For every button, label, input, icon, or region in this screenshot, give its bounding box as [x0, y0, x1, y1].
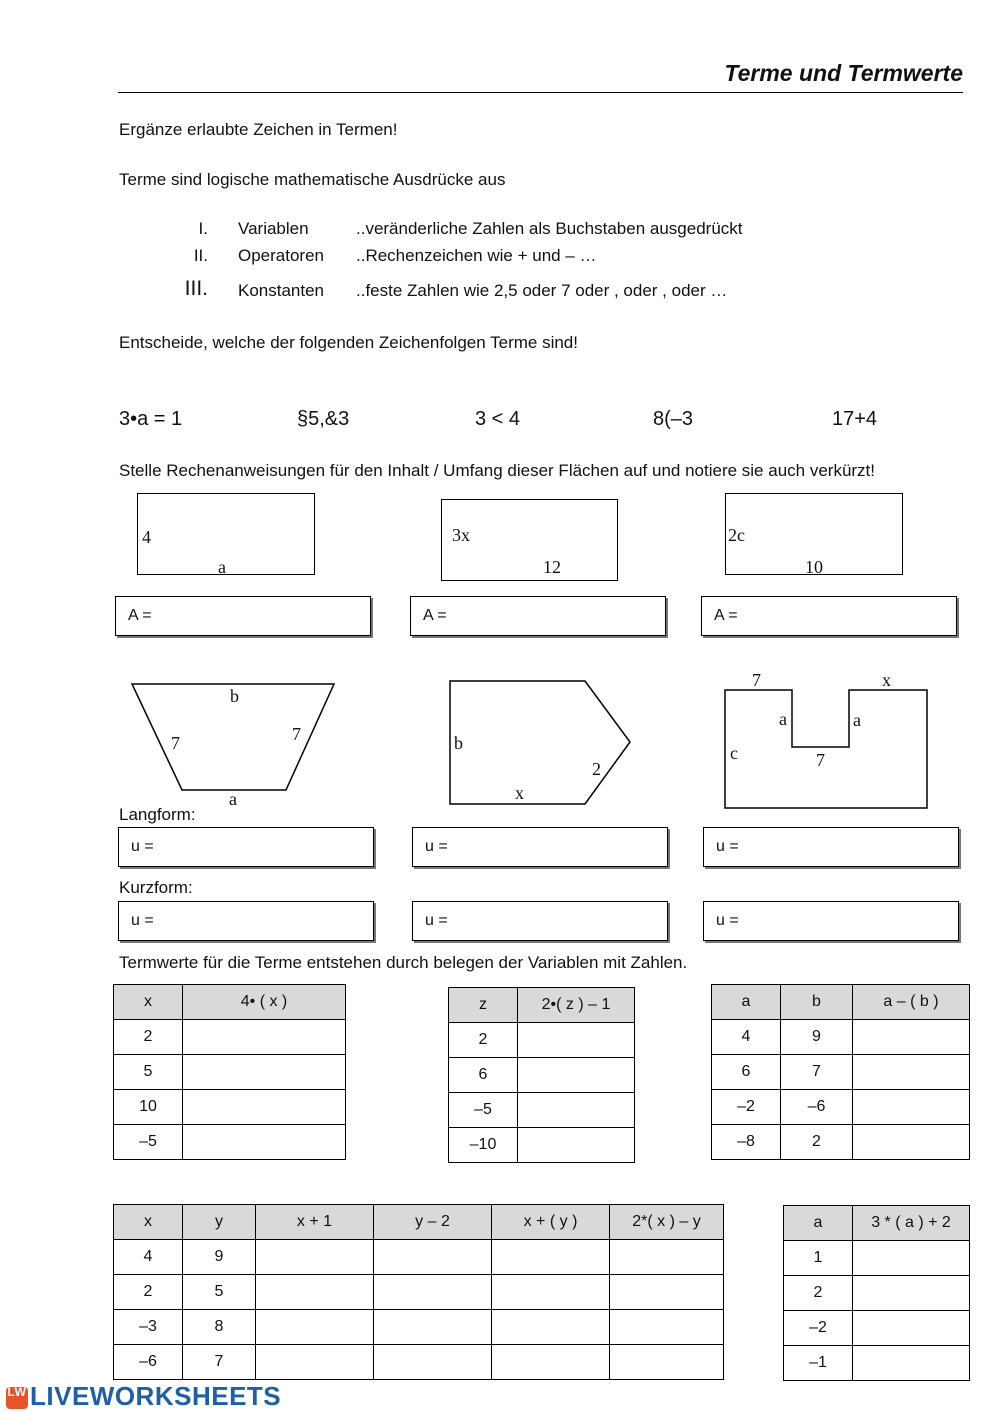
table-row: [712, 1055, 970, 1090]
answer-cell[interactable]: [610, 1240, 724, 1275]
answer-cell[interactable]: [853, 1346, 970, 1381]
answer-cell[interactable]: [853, 1311, 970, 1346]
table-header: y – 2: [374, 1205, 492, 1240]
answer-cell[interactable]: [183, 1055, 346, 1090]
table-header: 3 * ( a ) + 2: [853, 1206, 970, 1241]
ushape-inner-right-label: a: [853, 710, 861, 730]
table-cell: –6: [114, 1345, 183, 1380]
instruction-text: Ergänze erlaubte Zeichen in Termen!: [119, 120, 398, 139]
table-header: x + ( y ): [492, 1205, 610, 1240]
table-cell: 1: [784, 1241, 853, 1276]
answer-cell[interactable]: [518, 1093, 635, 1128]
answer-cell[interactable]: [853, 1020, 970, 1055]
answer-cell[interactable]: [518, 1023, 635, 1058]
list-desc: ..Rechenzeichen wie + und – …: [356, 246, 597, 265]
answer-cell[interactable]: [518, 1128, 635, 1163]
list-number: III.: [184, 277, 208, 300]
perimeter-short-field-1[interactable]: u =: [118, 901, 374, 941]
page-title: Terme und Termwerte: [724, 60, 963, 86]
table-cell: 7: [781, 1055, 853, 1090]
values-instruction: Termwerte für die Terme entstehen durch belegen der Variablen mit Zahlen.: [119, 953, 688, 972]
table-row: [114, 1275, 724, 1310]
answer-cell[interactable]: [183, 1020, 346, 1055]
table-row: [114, 1345, 724, 1380]
area-answer-field-1[interactable]: A =: [115, 596, 371, 636]
area-answer-field-2[interactable]: A =: [410, 596, 666, 636]
u-shape: [725, 690, 927, 808]
answer-cell[interactable]: [374, 1275, 492, 1310]
table-row: [712, 1125, 970, 1160]
table-cell: 6: [449, 1058, 518, 1093]
table-row: [449, 1128, 635, 1163]
list-desc: ..veränderliche Zahlen als Buchstaben ausgedrückt: [356, 219, 743, 238]
pentagon-slant-label: 2: [592, 759, 601, 779]
table-header: 2•( z ) – 1: [518, 988, 635, 1023]
pentagon-bottom-label: x: [515, 783, 524, 803]
table-cell: –3: [114, 1310, 183, 1345]
pentagon-left-label: b: [454, 733, 463, 753]
table-cell: –8: [712, 1125, 781, 1160]
table-row: [784, 1241, 970, 1276]
rect-2-bottom-label: 12: [543, 557, 561, 577]
decide-instruction: Entscheide, welche der folgenden Zeichenfolgen Terme sind!: [119, 333, 578, 352]
answer-cell[interactable]: [492, 1275, 610, 1310]
table-row: [784, 1276, 970, 1311]
table-row: [712, 1090, 970, 1125]
table-cell: 5: [183, 1275, 256, 1310]
table-header: x: [114, 1205, 183, 1240]
table-cell: 6: [712, 1055, 781, 1090]
table-header: a – ( b ): [853, 985, 970, 1020]
answer-cell[interactable]: [853, 1055, 970, 1090]
answer-cell[interactable]: [374, 1310, 492, 1345]
table-header: x + 1: [256, 1205, 374, 1240]
table-row: [114, 1240, 724, 1275]
table-header: b: [781, 985, 853, 1020]
table-cell: –1: [784, 1346, 853, 1381]
rect-1-side-label: 4: [142, 527, 151, 547]
perimeter-long-field-1[interactable]: u =: [118, 827, 374, 867]
table-header: x: [114, 985, 183, 1020]
table-row: [784, 1346, 970, 1381]
table-row: [114, 1020, 346, 1055]
table-cell: 2: [114, 1275, 183, 1310]
perimeter-long-field-3[interactable]: u =: [703, 827, 959, 867]
table-row: [449, 1093, 635, 1128]
table-cell: 2: [784, 1276, 853, 1311]
value-table-5: [783, 1205, 970, 1381]
list-number: I.: [198, 219, 208, 238]
table-cell: –5: [114, 1125, 183, 1160]
rect-1-bottom-label: a: [218, 557, 226, 577]
value-table-1: [113, 984, 346, 1160]
expression: 8(–3: [653, 408, 694, 430]
table-cell: –10: [449, 1128, 518, 1163]
trapezoid-left-label: 7: [171, 733, 180, 753]
expression: §5,&3: [297, 408, 350, 430]
table-cell: 2: [449, 1023, 518, 1058]
answer-cell[interactable]: [610, 1275, 724, 1310]
table-header: y: [183, 1205, 256, 1240]
logo-mark-icon: LW: [6, 1387, 28, 1409]
list-number: II.: [193, 246, 208, 265]
table-cell: 7: [183, 1345, 256, 1380]
trapezoid-bottom-label: a: [229, 789, 237, 809]
answer-cell[interactable]: [518, 1058, 635, 1093]
answer-cell[interactable]: [492, 1345, 610, 1380]
table-row: [449, 1023, 635, 1058]
ushape-inner-left-label: a: [779, 709, 787, 729]
logo-text: LIVEWORKSHEETS: [30, 1381, 282, 1411]
table-cell: –2: [784, 1311, 853, 1346]
value-table-4: [113, 1204, 724, 1380]
expression: 17+4: [832, 408, 878, 430]
ushape-top-right-label: x: [882, 670, 891, 690]
table-cell: 5: [114, 1055, 183, 1090]
table-cell: 4: [114, 1240, 183, 1275]
answer-cell[interactable]: [610, 1345, 724, 1380]
table-row: [114, 1055, 346, 1090]
table-cell: 2: [114, 1020, 183, 1055]
answer-cell[interactable]: [256, 1275, 374, 1310]
answer-cell[interactable]: [853, 1090, 970, 1125]
short-form-label: Kurzform:: [119, 878, 193, 897]
table-header: 2*( x ) – y: [610, 1205, 724, 1240]
list-term: Variablen: [238, 219, 309, 238]
answer-cell[interactable]: [374, 1345, 492, 1380]
lead-text: Terme sind logische mathematische Ausdrücke aus: [119, 170, 506, 189]
table-cell: 8: [183, 1310, 256, 1345]
list-desc: ..feste Zahlen wie 2,5 oder 7 oder , oder , oder …: [356, 281, 728, 300]
table-cell: 10: [114, 1090, 183, 1125]
perimeter-short-field-2[interactable]: u =: [412, 901, 668, 941]
table-header: 4• ( x ): [183, 985, 346, 1020]
expression: 3 < 4: [475, 408, 521, 430]
answer-cell[interactable]: [853, 1125, 970, 1160]
table-cell: –6: [781, 1090, 853, 1125]
table-header: z: [449, 988, 518, 1023]
table-cell: 2: [781, 1125, 853, 1160]
table-cell: –5: [449, 1093, 518, 1128]
table-row: [784, 1311, 970, 1346]
table-header: a: [784, 1206, 853, 1241]
expression: 3•a = 1: [119, 408, 183, 430]
ushape-left-label: c: [730, 743, 738, 763]
answer-cell[interactable]: [374, 1240, 492, 1275]
rect-3-side-label: 2c: [728, 525, 745, 545]
answer-cell[interactable]: [256, 1345, 374, 1380]
value-table-2: [448, 987, 635, 1163]
rect-2-side-label: 3x: [452, 525, 470, 545]
long-form-label: Langform:: [119, 805, 196, 824]
answer-cell[interactable]: [492, 1310, 610, 1345]
ushape-top-left-label: 7: [752, 670, 761, 690]
table-cell: 4: [712, 1020, 781, 1055]
areas-instruction: Stelle Rechenanweisungen für den Inhalt / Umfang dieser Flächen auf und notiere sie auch verkürzt!: [119, 461, 876, 480]
answer-cell[interactable]: [853, 1241, 970, 1276]
table-row: [114, 1125, 346, 1160]
rect-3-bottom-label: 10: [805, 557, 823, 577]
trapezoid-right-label: 7: [292, 724, 301, 744]
answer-cell[interactable]: [610, 1310, 724, 1345]
trapezoid-top-label: b: [230, 686, 239, 706]
answer-cell[interactable]: [492, 1240, 610, 1275]
table-cell: 9: [183, 1240, 256, 1275]
table-row: [712, 1020, 970, 1055]
ushape-inner-bottom-label: 7: [816, 750, 825, 770]
answer-cell[interactable]: [183, 1125, 346, 1160]
area-answer-field-3[interactable]: A =: [701, 596, 957, 636]
table-cell: 9: [781, 1020, 853, 1055]
table-row: [114, 1310, 724, 1345]
table-header: a: [712, 985, 781, 1020]
value-table-3: [711, 984, 970, 1160]
table-cell: –2: [712, 1090, 781, 1125]
perimeter-short-field-3[interactable]: u =: [703, 901, 959, 941]
pentagon-shape: [450, 681, 630, 804]
answer-cell[interactable]: [853, 1276, 970, 1311]
table-row: [114, 1090, 346, 1125]
answer-cell[interactable]: [256, 1310, 374, 1345]
answer-cell[interactable]: [183, 1090, 346, 1125]
liveworksheets-logo[interactable]: [6, 1381, 281, 1412]
list-term: Operatoren: [238, 246, 324, 265]
answer-cell[interactable]: [256, 1240, 374, 1275]
perimeter-long-field-2[interactable]: u =: [412, 827, 668, 867]
table-row: [449, 1058, 635, 1093]
list-term: Konstanten: [238, 281, 325, 300]
